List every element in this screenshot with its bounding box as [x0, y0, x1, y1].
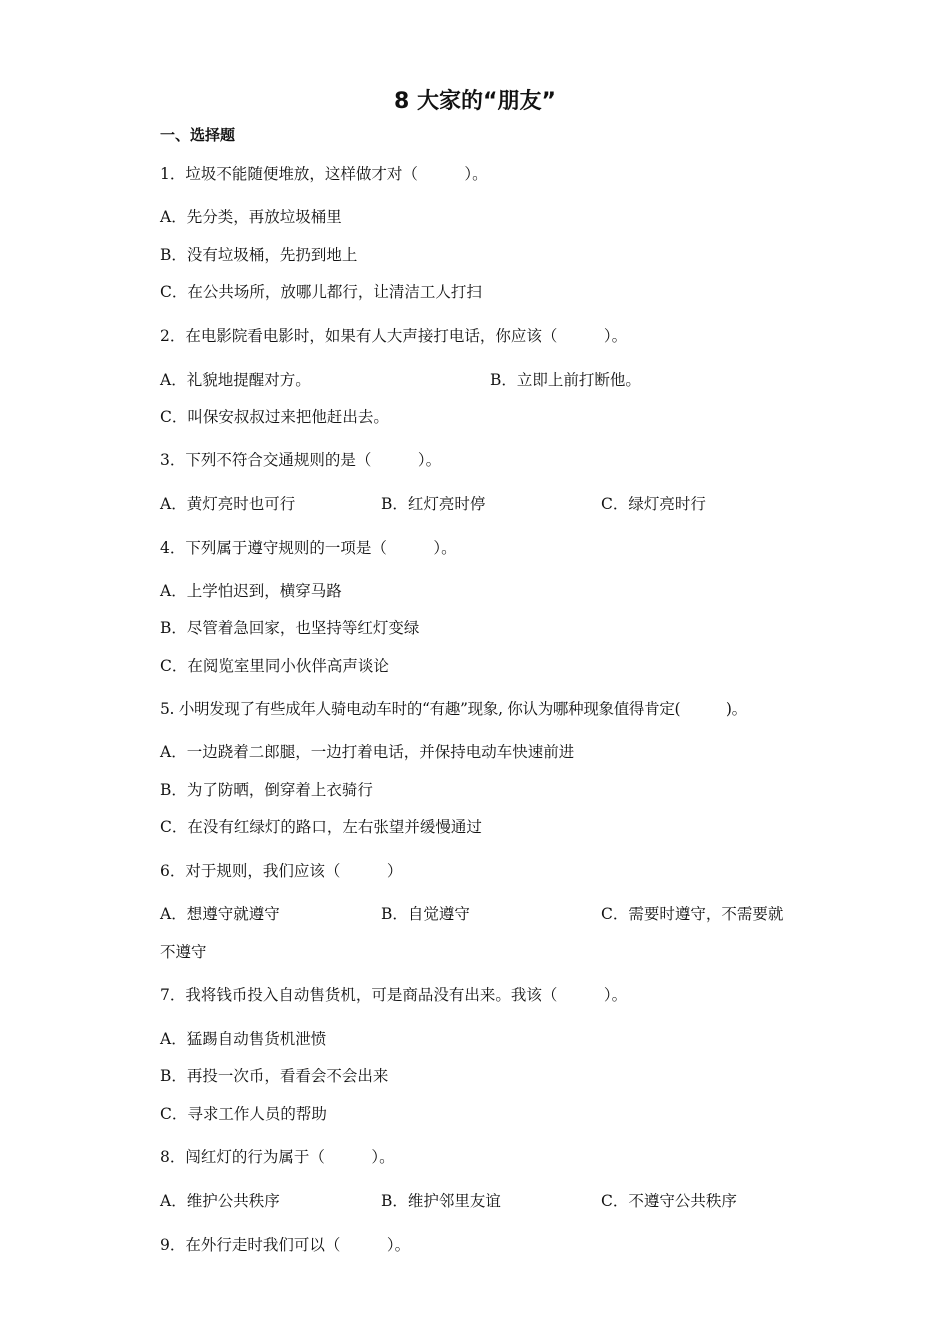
option: C．在阅览室里同小伙伴高声谈论 [160, 657, 389, 675]
option: B．再投一次币，看看会不会出来 [160, 1067, 389, 1085]
option: B．维护邻里友谊 [381, 1192, 501, 1210]
option: A．黄灯亮时也可行 [160, 495, 296, 513]
question-stem: 8．闯红灯的行为属于（ ）。 [160, 1148, 395, 1166]
question-stem: 9．在外行走时我们可以（ ）。 [160, 1236, 411, 1254]
option: A．礼貌地提醒对方。 [160, 371, 311, 389]
question-stem: 2．在电影院看电影时，如果有人大声接打电话，你应该（ ）。 [160, 327, 628, 345]
option: A．想遵守就遵守 [160, 905, 280, 923]
option: A．一边跷着二郎腿，一边打着电话，并保持电动车快速前进 [160, 743, 575, 761]
option: A．先分类，再放垃圾桶里 [160, 208, 342, 226]
option: B．为了防晒，倒穿着上衣骑行 [160, 781, 373, 799]
option: C．需要时遵守，不需要就 [601, 905, 784, 923]
option: B．立即上前打断他。 [490, 371, 641, 389]
option: B．自觉遵守 [381, 905, 470, 923]
option: C．绿灯亮时行 [601, 495, 706, 513]
section-heading: 一、选择题 [160, 126, 236, 144]
question-stem: 5. 小明发现了有些成年人骑电动车时的“有趣”现象, 你认为哪种现象值得肯定( )。 [160, 700, 747, 718]
option: C．叫保安叔叔过来把他赶出去。 [160, 408, 389, 426]
question-stem: 6．对于规则，我们应该（ ） [160, 862, 403, 880]
page-title: 8 大家的“朋友” [394, 89, 556, 114]
question-stem: 1．垃圾不能随便堆放，这样做才对（ ）。 [160, 165, 488, 183]
option: A．猛踢自动售货机泄愤 [160, 1030, 327, 1048]
option: C．在公共场所，放哪儿都行，让清洁工人打扫 [160, 283, 482, 301]
option: C．在没有红绿灯的路口，左右张望并缓慢通过 [160, 818, 482, 836]
question-stem: 3．下列不符合交通规则的是（ ）。 [160, 451, 442, 469]
question-stem: 4．下列属于遵守规则的一项是（ ）。 [160, 539, 457, 557]
option: A．维护公共秩序 [160, 1192, 280, 1210]
option: B．没有垃圾桶，先扔到地上 [160, 246, 358, 264]
question-stem: 7．我将钱币投入自动售货机，可是商品没有出来。我该（ ）。 [160, 986, 628, 1004]
option: B．尽管着急回家，也坚持等红灯变绿 [160, 619, 420, 637]
option: B．红灯亮时停 [381, 495, 486, 513]
option: C．不遵守公共秩序 [601, 1192, 737, 1210]
option: A．上学怕迟到，横穿马路 [160, 582, 342, 600]
option-continuation: 不遵守 [160, 943, 207, 961]
option: C．寻求工作人员的帮助 [160, 1105, 327, 1123]
